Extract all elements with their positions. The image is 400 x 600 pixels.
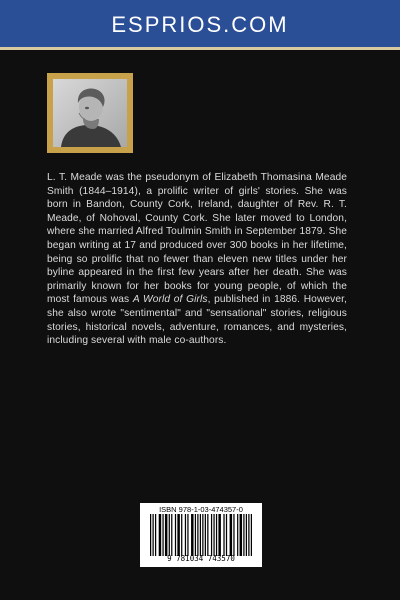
barcode-bar xyxy=(187,514,188,556)
author-biography xyxy=(47,171,347,348)
barcode-bar xyxy=(181,514,182,556)
header-divider xyxy=(0,47,400,50)
barcode-bar xyxy=(200,514,201,556)
barcode-bar xyxy=(202,514,203,556)
barcode-bar xyxy=(195,514,196,556)
barcode-bar xyxy=(155,514,156,556)
barcode-bar xyxy=(150,514,151,556)
barcode-bar xyxy=(205,514,206,556)
header-bar xyxy=(0,0,400,50)
barcode-bar xyxy=(216,514,217,556)
isbn-barcode xyxy=(140,503,262,567)
barcode-bar xyxy=(152,514,153,556)
bio-text-part-2: , published in 1886. However, she also wrote "sentimental" and "sensational" stories, religious stories, historical novels, adventure, romances, and mysteries, including several with male co-authors. xyxy=(47,294,347,347)
isbn-label: ISBN 978-1-03-474357-0 xyxy=(159,505,243,514)
barcode-bar xyxy=(230,514,232,556)
barcode-bar xyxy=(226,514,227,556)
barcode-bar xyxy=(218,514,220,556)
barcode-bar xyxy=(185,514,186,556)
barcode-bar xyxy=(233,514,234,556)
portrait-image xyxy=(53,79,127,147)
barcode-bar xyxy=(246,514,247,556)
barcode-bar xyxy=(213,514,214,556)
barcode-bar xyxy=(251,514,252,556)
barcode-bar xyxy=(169,514,170,556)
barcode-bar xyxy=(240,514,242,556)
brand-title: ESPRIOS.COM xyxy=(111,12,289,37)
barcode-bar xyxy=(162,514,163,556)
barcode-bar xyxy=(191,514,193,556)
barcode-bar xyxy=(223,514,224,556)
barcode-digits: 9 781034 743570 xyxy=(167,554,235,563)
barcode-bars xyxy=(144,514,258,556)
author-portrait xyxy=(47,73,133,153)
barcode-bar xyxy=(211,514,212,556)
barcode-bar xyxy=(207,514,208,556)
book-title-italic: A World of Girls xyxy=(132,294,208,306)
barcode-bar xyxy=(237,514,238,556)
bio-text-part-1: L. T. Meade was the pseudonym of Elizabeth Thomasina Meade Smith (1844–1914), a prolific writer of girls' stories. She was born in Bandon, County Cork, Ireland, daughter of Rev. R. T. Meade, of Nohoval, County Cork. She later moved to London, where she married Alfred Toulmin Smith in September 1879. She began writing at 17 and produced over 300 books in her lifetime, being so prolific that no fewer than eleven new titles under her byline appeared in the first few years after her death. She was primarily known for her books for young people, of which the most famous was xyxy=(47,172,347,306)
barcode-bar xyxy=(243,514,244,556)
barcode-bar xyxy=(248,514,249,556)
barcode-bar xyxy=(177,514,179,556)
barcode-bar xyxy=(197,514,198,556)
barcode-bar xyxy=(171,514,172,556)
barcode-bar xyxy=(165,514,167,556)
barcode-bar xyxy=(175,514,176,556)
barcode-bar xyxy=(159,514,161,556)
